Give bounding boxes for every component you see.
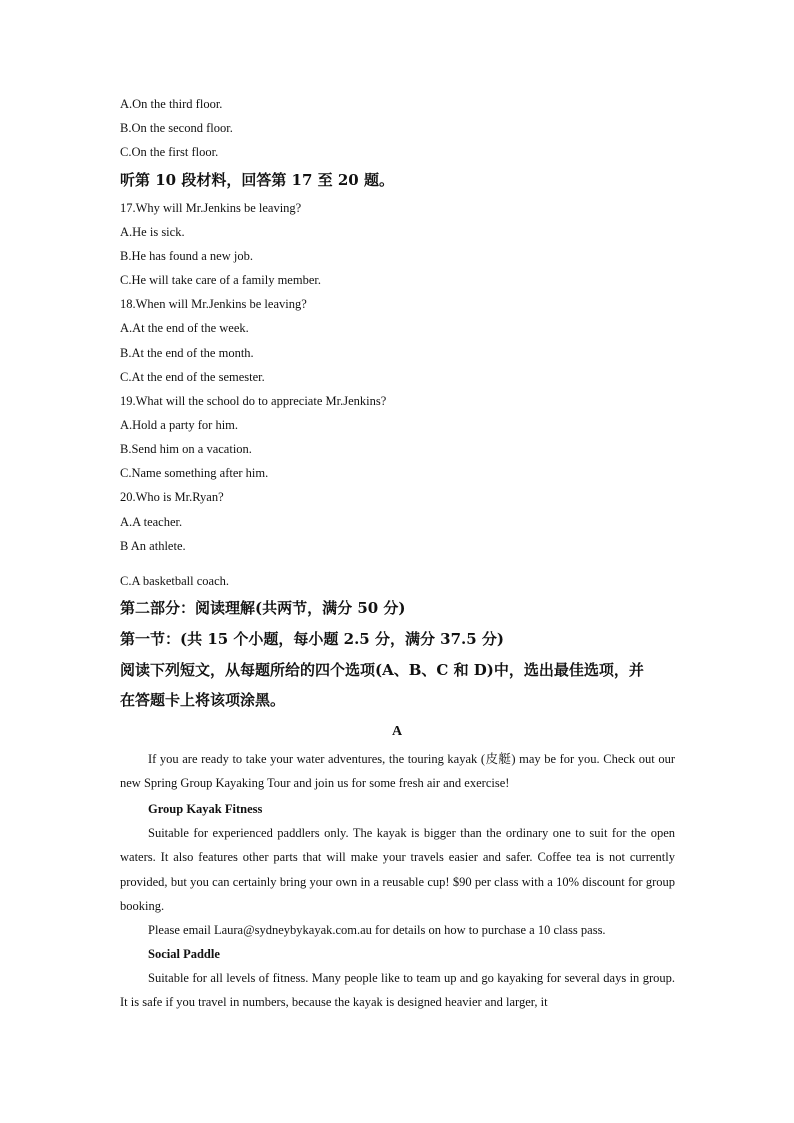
social-paddle-title: Social Paddle (148, 947, 220, 961)
social-paddle-body: Suitable for all levels of fitness. Many people like to team up and go kayaking for several days in group. It is safe if you travel in numbers, because the kayak is designed heavier and larger, it (120, 971, 675, 1010)
instruction-line-1: 阅读下列短文，从每题所给的四个选项(A、B、C 和 D)中，选出最佳选项，并 (120, 661, 644, 679)
q19-option-c: C.Name something after him. (120, 466, 269, 480)
part-2-heading: 第二部分：阅读理解(共两节，满分 50 分) (120, 599, 406, 617)
group-kayak-title: Group Kayak Fitness (148, 802, 263, 816)
q17-option-c: C.He will take care of a family member. (120, 273, 321, 287)
q16-option-a: A.On the third floor. (120, 97, 223, 111)
instruction-line-2: 在答题卡上将该项涂黑。 (120, 691, 286, 709)
q17-option-a: A.He is sick. (120, 225, 185, 239)
q18-option-c: C.At the end of the semester. (120, 370, 265, 384)
q17-question: 17.Why will Mr.Jenkins be leaving? (120, 201, 302, 215)
q18-option-b: B.At the end of the month. (120, 346, 254, 360)
section-1-heading: 第一节：(共 15 个小题，每小题 2.5 分，满分 37.5 分) (120, 630, 505, 648)
q17-option-b: B.He has found a new job. (120, 249, 253, 263)
email-line: Please email Laura@sydneybykayak.com.au for details on how to purchase a 10 class pass. (148, 923, 606, 937)
passage-letter: A (391, 724, 403, 739)
section-10-heading: 听第 10 段材料，回答第 17 至 20 题。 (120, 171, 394, 189)
q19-option-b: B.Send him on a vacation. (120, 442, 252, 456)
q18-question: 18.When will Mr.Jenkins be leaving? (120, 297, 307, 311)
q20-option-b: B An athlete. (120, 539, 186, 553)
q20-option-a: A.A teacher. (120, 515, 183, 529)
q16-option-b: B.On the second floor. (120, 121, 233, 135)
q19-option-a: A.Hold a party for him. (120, 418, 239, 432)
passage-intro: If you are ready to take your water adventures, the touring kayak (皮艇) may be for you. Check out our new Spring Group Kayaking Tour and join us for some fresh air and exercise! (120, 752, 675, 791)
q20-option-c: C.A basketball coach. (120, 574, 229, 588)
q18-option-a: A.At the end of the week. (120, 321, 249, 335)
q19-question: 19.What will the school do to appreciate Mr.Jenkins? (120, 394, 387, 408)
q20-question: 20.Who is Mr.Ryan? (120, 490, 224, 504)
q16-option-c: C.On the first floor. (120, 145, 219, 159)
group-kayak-body: Suitable for experienced paddlers only. The kayak is bigger than the ordinary one to suit for the open waters. It also features other parts that will make your travels easier and safer. Coffee tea is not currently provided, but you can certainly bring your own in a reusable cup! $90 per class with a 10% discount for group booking. (120, 826, 675, 913)
